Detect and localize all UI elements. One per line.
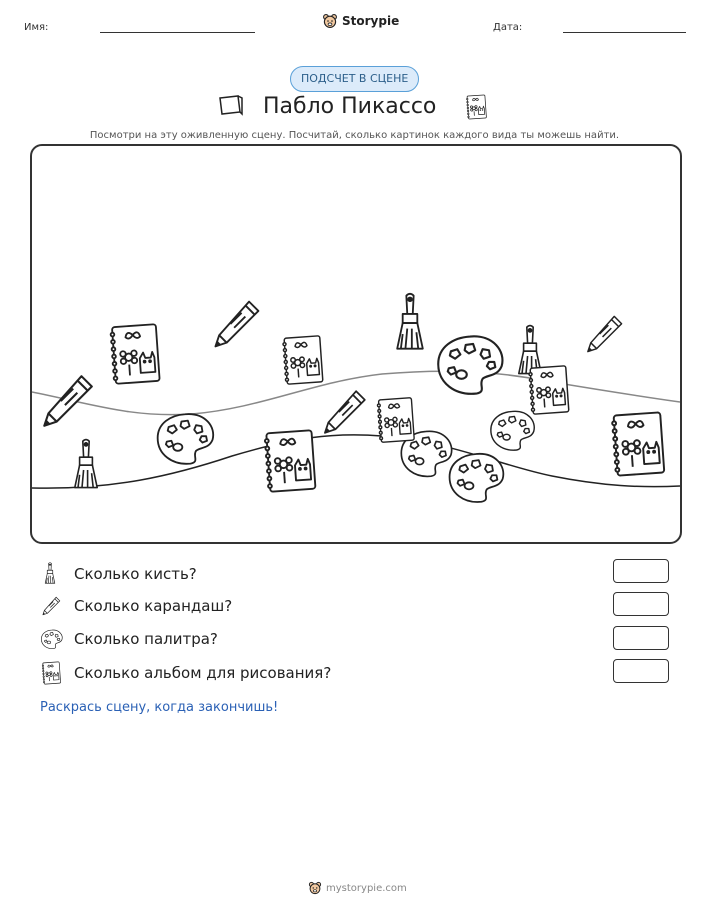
coloring-note: Раскрась сцену, когда закончишь!	[40, 700, 279, 715]
palette-icon	[438, 336, 502, 393]
sketchbook-icon	[377, 398, 414, 443]
sketchbook-icon	[265, 430, 316, 491]
brush-icon	[519, 326, 541, 374]
bear-icon	[308, 881, 322, 895]
question-label: Сколько палитра?	[74, 630, 218, 648]
sketchbook-icon	[218, 94, 244, 116]
pencil-icon	[215, 302, 258, 347]
answer-box-brush[interactable]	[613, 559, 669, 583]
sketchbook-icon	[111, 324, 160, 384]
answer-box-palette[interactable]	[613, 626, 669, 650]
brand-name: Storypie	[342, 14, 400, 28]
question-row-brush	[40, 562, 197, 586]
pencil-icon	[40, 595, 62, 617]
pencil-icon	[588, 316, 622, 351]
sketchbook-icon	[529, 366, 569, 414]
date-line[interactable]	[563, 32, 686, 33]
site-url: mystorypie.com	[326, 882, 407, 894]
brush-icon	[40, 562, 60, 586]
question-row-pencil	[40, 595, 232, 617]
activity-badge: ПОДСЧЕТ В СЦЕНЕ	[290, 66, 419, 92]
palette-icon	[491, 411, 534, 450]
bear-icon	[322, 13, 338, 29]
pencil-icon	[44, 376, 92, 426]
scene-frame	[30, 144, 682, 544]
page-title: Пабло Пикассо	[263, 94, 437, 119]
question-label: Сколько альбом для рисования?	[74, 664, 332, 682]
question-row-sketchbook	[40, 661, 331, 685]
brush-icon	[397, 294, 423, 349]
palette-icon	[450, 454, 504, 502]
question-label: Сколько кисть?	[74, 565, 197, 583]
question-row-palette	[40, 628, 218, 650]
name-label: Имя:	[24, 22, 49, 33]
sketchbook-icon	[612, 412, 664, 475]
brush-icon	[75, 440, 97, 488]
palette-icon	[158, 414, 214, 464]
title-left-icon	[218, 94, 244, 120]
date-label: Дата:	[493, 22, 523, 33]
palette-icon	[40, 628, 64, 650]
answer-box-sketchbook[interactable]	[613, 659, 669, 683]
brand-logo	[322, 13, 399, 29]
title-right-icon	[464, 94, 488, 124]
answer-box-pencil[interactable]	[613, 592, 669, 616]
sketchbook-icon	[40, 661, 62, 685]
sketchbook-icon	[283, 336, 323, 384]
question-label: Сколько карандаш?	[74, 597, 233, 615]
name-line[interactable]	[100, 32, 255, 33]
instructions: Посмотри на эту оживленную сцену. Посчитай, сколько картинок каждого вида ты можешь найти.	[89, 130, 620, 141]
footer-site	[308, 881, 407, 895]
sketchbook-icon	[464, 94, 488, 120]
scene-illustration	[32, 146, 680, 542]
pencil-icon	[325, 391, 365, 433]
